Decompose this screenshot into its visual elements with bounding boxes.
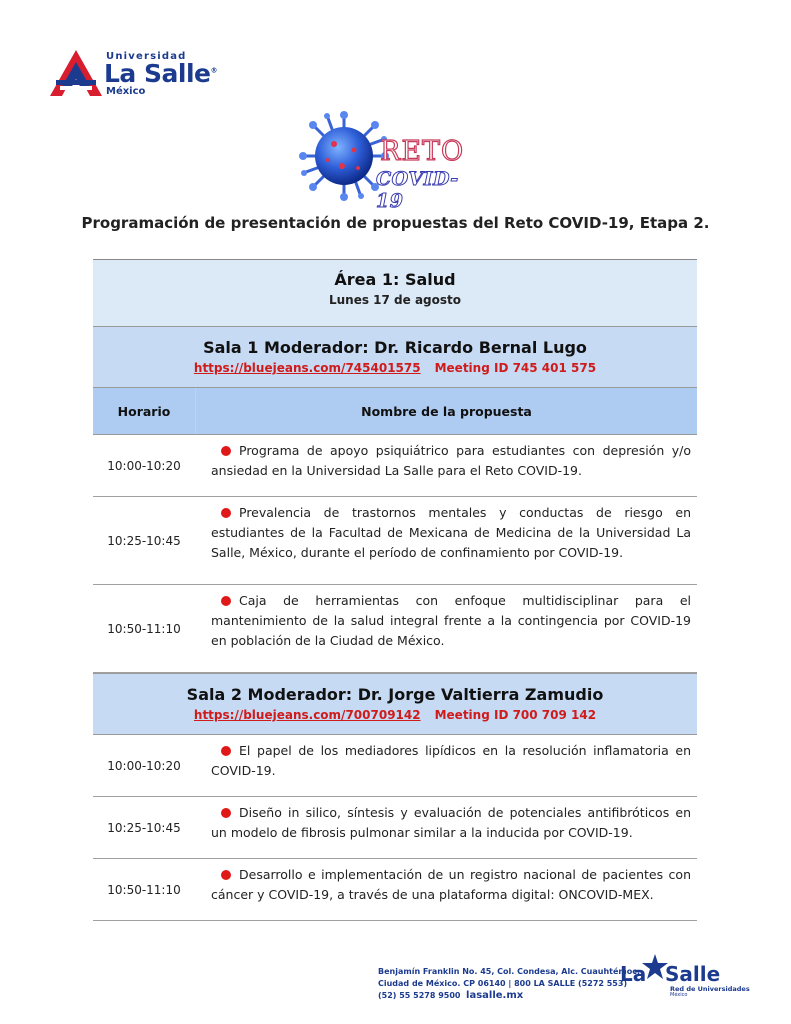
footer-address [378,966,640,1002]
sala-1-links [93,361,697,375]
proposal-cell: Prevalencia de trastornos mentales y conductas de riesgo en estudiantes de la Facultad de Mexicana de Medicina de la Universidad La Salle, México, durante el período de confinamiento por COVID-19. [211,505,691,560]
footer-logo-red: Red de Universidades [670,985,750,993]
footer-logo-la: La [620,962,647,986]
table-row [93,497,697,585]
table-row [93,859,697,921]
area-header [93,259,697,327]
table-row [93,797,697,859]
la-salle-emblem-icon [50,50,102,96]
proposal-cell: Programa de apoyo psiquiátrico para estudiantes con depresión y/o ansiedad en la Universidad La Salle para el Reto COVID-19. [211,443,691,478]
footer-address-line-2: Ciudad de México. CP 06140 | 800 LA SALLE (5272 553) [378,979,628,988]
sala-2-title: Sala 2 Moderador: Dr. Jorge Valtierra Zamudio [186,685,604,704]
bullet-icon [221,808,231,818]
area-title: Área 1: Salud [334,270,456,289]
bullet-icon [221,870,231,880]
table-row [93,735,697,797]
bullet-icon [221,446,231,456]
time-cell: 10:00-10:20 [107,758,181,773]
time-cell: 10:50-11:10 [107,882,181,897]
table-row [93,585,697,673]
column-header-horario: Horario [93,388,196,434]
sala-1-title: Sala 1 Moderador: Dr. Ricardo Bernal Lugo [203,338,587,357]
proposal-cell: Diseño in silico, síntesis y evaluación de potenciales antifibróticos en un modelo de fibrosis pulmonar similar a la inducida por COVID-19. [211,805,691,840]
time-cell: 10:25-10:45 [107,820,181,835]
logo-lasalle-text: La Salle® [104,59,217,88]
time-cell: 10:25-10:45 [107,533,181,548]
footer-logo-salle: Salle [665,962,721,986]
footer-logo-mexico: México [670,992,688,998]
time-cell: 10:50-11:10 [107,621,181,636]
page-title: Programación de presentación de propuestas del Reto COVID-19, Etapa 2. [81,214,710,232]
university-logo [50,48,220,100]
time-cell: 10:00-10:20 [107,458,181,473]
footer-address-line-1: Benjamín Franklin No. 45, Col. Condesa, Alc. Cuauhtémoc, [378,967,641,976]
table-row [93,435,697,497]
proposal-cell: Caja de herramientas con enfoque multidisciplinar para el mantenimiento de la salud integral frente a la contingencia por COVID-19 en población de la Ciudad de México. [211,593,691,648]
column-header-row [93,388,697,435]
sala-1-meeting-id: Meeting ID 745 401 575 [434,361,597,375]
sala-2-bluejeans-link[interactable]: https://bluejeans.com/700709142 [193,708,421,722]
proposal-cell: Desarrollo e implementación de un registro nacional de pacientes con cáncer y COVID-19, a través de una plataforma digital: ONCOVID-MEX. [211,867,691,902]
footer-address-line-3: (52) 55 5278 9500 lasalle.mx [378,990,524,1001]
bullet-icon [221,596,231,606]
sala-1-header [93,327,697,388]
schedule-table [93,259,697,921]
proposal-cell: El papel de los mediadores lipídicos en la resolución inflamatoria en COVID-19. [211,743,691,778]
footer-website-link[interactable]: lasalle.mx [466,990,524,1001]
bullet-icon [221,746,231,756]
footer-logo [620,954,750,996]
sala-1-bluejeans-link[interactable]: https://bluejeans.com/745401575 [193,361,421,375]
reto-covid-logo [298,110,484,212]
logo-universidad-text: Universidad [106,51,187,62]
covid-word: COVID-19 [376,168,459,212]
sala-2-links [93,708,697,722]
bullet-icon [221,508,231,518]
logo-mexico-text: México [106,86,146,97]
sala-2-header [93,673,697,735]
sala-2-meeting-id: Meeting ID 700 709 142 [434,708,597,722]
reto-word: RETO [380,136,465,167]
area-date: Lunes 17 de agosto [328,293,462,307]
column-header-propuesta: Nombre de la propuesta [361,403,532,419]
